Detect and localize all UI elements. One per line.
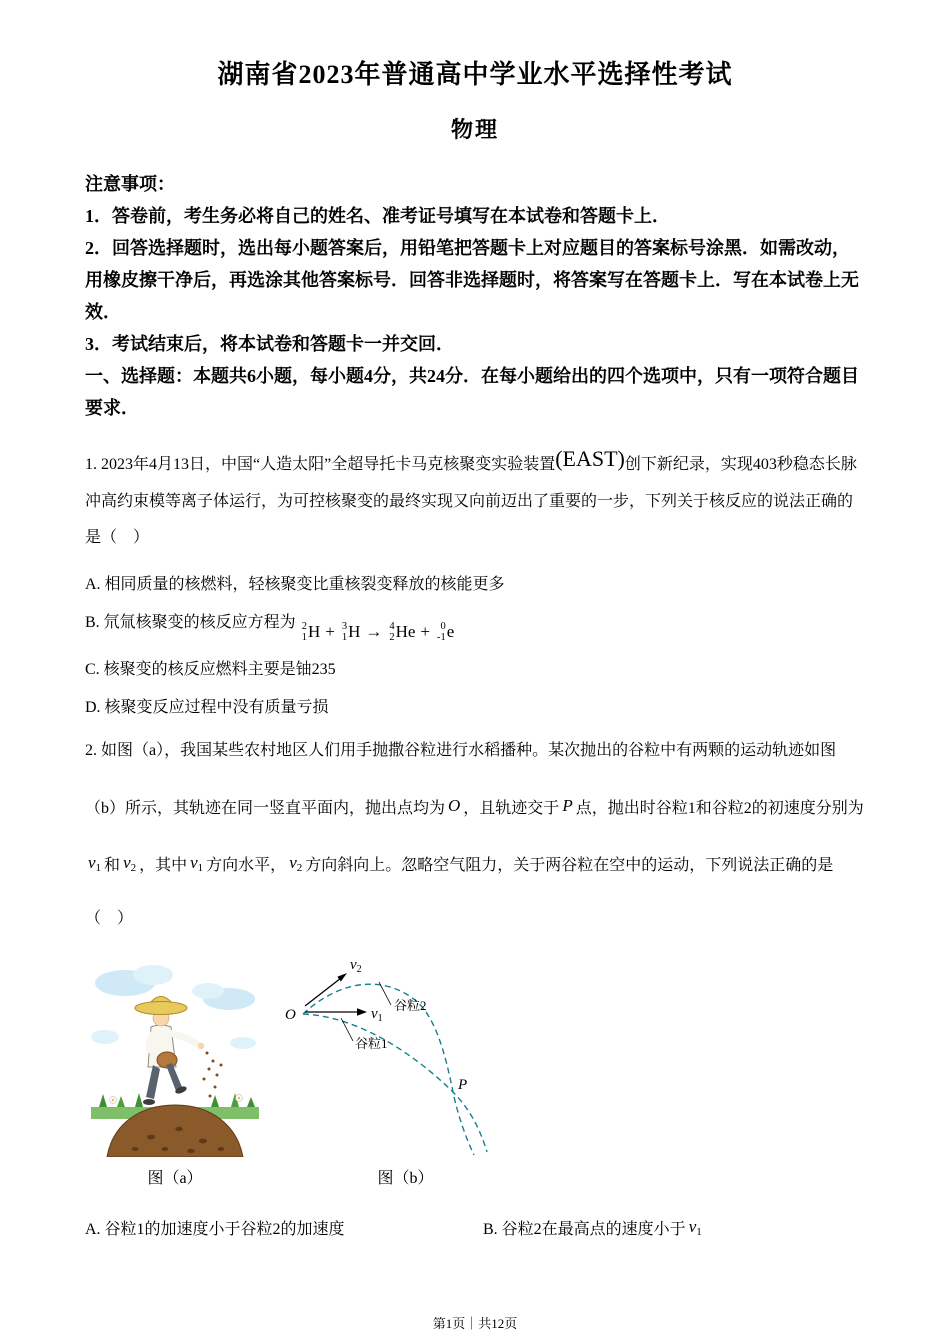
leg-front <box>146 1065 160 1099</box>
point-P-label: P <box>458 1076 468 1093</box>
var-v1: $v_1$ <box>688 1216 702 1238</box>
grain1-label: 谷粒1 <box>355 1035 388 1051</box>
figure-b-block <box>283 952 528 1188</box>
page-title: 湖南省2023年普通高中学业水平选择性考试 <box>217 60 733 89</box>
q1-option-b-text: B. 氘氚核聚变的核反应方程为 <box>85 613 296 631</box>
q1-stem-text-2: 创下新纪录，实现403秒稳态长脉冲高约束模等离子体运行，为可控核聚变的最终实现又向前迈出了重要的一步，下列关于核反应的说法正确的是（ ） <box>85 456 857 546</box>
q2-option-a: A. 谷粒1的加速度小于谷粒2的加速度 <box>85 1220 345 1238</box>
var-v1: $v_1$ <box>88 853 102 875</box>
hand <box>198 1043 204 1049</box>
notice-heading: 注意事项： <box>85 174 175 194</box>
q2-stem: 2. 如图（a），我国某些农村地区人们用手抛撒谷粒进行水稻播种。某次抛出的谷粒中有两颗的运动轨迹如图（b）所示，其轨迹在同一竖直平面内，抛出点均为 O ，且轨迹交于 P 点，抛出时谷粒1和谷粒2的初速度分别为$v_1$ 和 $v_2$ ，其中 $v_1$ 方向水平， $v_2$ 方向斜向上。忽略空气阻力，关于两谷粒在空中的运动，下列说法正确的是（ ） <box>85 741 864 928</box>
nuclide-helium: 4 2 He <box>389 620 416 643</box>
particle-electron: 0 -1 e <box>437 620 455 643</box>
var-v1: $v_1$ <box>190 853 204 875</box>
trajectory-grain2 <box>303 984 474 1155</box>
figure-a-label: 图（a） <box>147 1169 203 1187</box>
notice-block <box>85 168 865 360</box>
question-2 <box>85 725 865 1239</box>
grain1-leader-line <box>341 1018 353 1041</box>
q1-option-b <box>85 609 865 641</box>
figure-a-sowing-illustration <box>91 957 259 1157</box>
v2-vector <box>305 978 341 1006</box>
var-v2: $v_2$ <box>123 853 137 875</box>
q1-option-a: A. 相同质量的核燃料，轻核聚变比重核裂变释放的核能更多 <box>85 575 505 593</box>
section-heading: 一、选择题：本题共6小题，每小题4分，共24分．在每小题给出的四个选项中，只有一项符合题目要求． <box>85 366 859 419</box>
farmer <box>135 996 223 1105</box>
nuclear-reaction-equation: 2 1 H + 3 1 H → 4 2 He + 0 -1 e <box>301 620 455 643</box>
q2-option-b: B. 谷粒2在最高点的速度小于 $v_1$ <box>483 1216 705 1239</box>
shoe-front <box>143 1099 155 1105</box>
figure-b-label: 图（b） <box>377 1169 434 1187</box>
grain2-label: 谷粒2 <box>394 997 427 1013</box>
origin-O-label: O <box>285 1006 296 1023</box>
q2-figures <box>91 952 865 1188</box>
q1-stem <box>85 434 865 556</box>
var-v2: $v_2$ <box>289 853 303 875</box>
page-footer: 第1页｜共12页 <box>432 1316 518 1331</box>
q1-east-label: (EAST) <box>555 446 625 472</box>
figure-b-trajectory-diagram <box>283 952 528 1157</box>
flowers <box>110 1095 243 1104</box>
notice-item-3: 3．考试结束后，将本试卷和答题卡一并交回． <box>85 334 454 355</box>
q1-stem-text-1: 1. 2023年4月13日，中国“人造太阳”全超导托卡马克核聚变实验装置 <box>85 456 556 474</box>
straw-hat-brim <box>135 1001 187 1014</box>
var-O: O <box>448 795 461 815</box>
notice-item-1: 1．答卷前，考生务必将自己的姓名、准考证号填写在本试卷和答题卡上． <box>85 206 670 227</box>
v1-arrowhead <box>357 1008 367 1016</box>
var-P: P <box>562 795 573 815</box>
q1-option-d: D. 核聚变反应过程中没有质量亏损 <box>85 698 329 716</box>
subject-title: 物理 <box>450 117 499 142</box>
seeds <box>203 1051 223 1097</box>
v2-label: v2 <box>350 956 362 975</box>
question-1 <box>85 434 865 717</box>
q1-option-c: C. 核聚变的核反应燃料主要是铀235 <box>85 660 336 678</box>
v1-label: v1 <box>371 1005 383 1024</box>
nuclide-deuterium: 2 1 H <box>301 620 321 643</box>
notice-item-2: 2．回答选择题时，选出每小题答案后，用铅笔把答题卡上对应题目的答案标号涂黑．如需改动，用橡皮擦干净后，再选涂其他答案标号．回答非选择题时，将答案写在答题卡上．写在本试卷上无效． <box>85 238 859 323</box>
nuclide-tritium: 3 1 H <box>341 620 361 643</box>
figure-a-block <box>91 957 259 1188</box>
q2-options-row <box>85 1216 865 1239</box>
